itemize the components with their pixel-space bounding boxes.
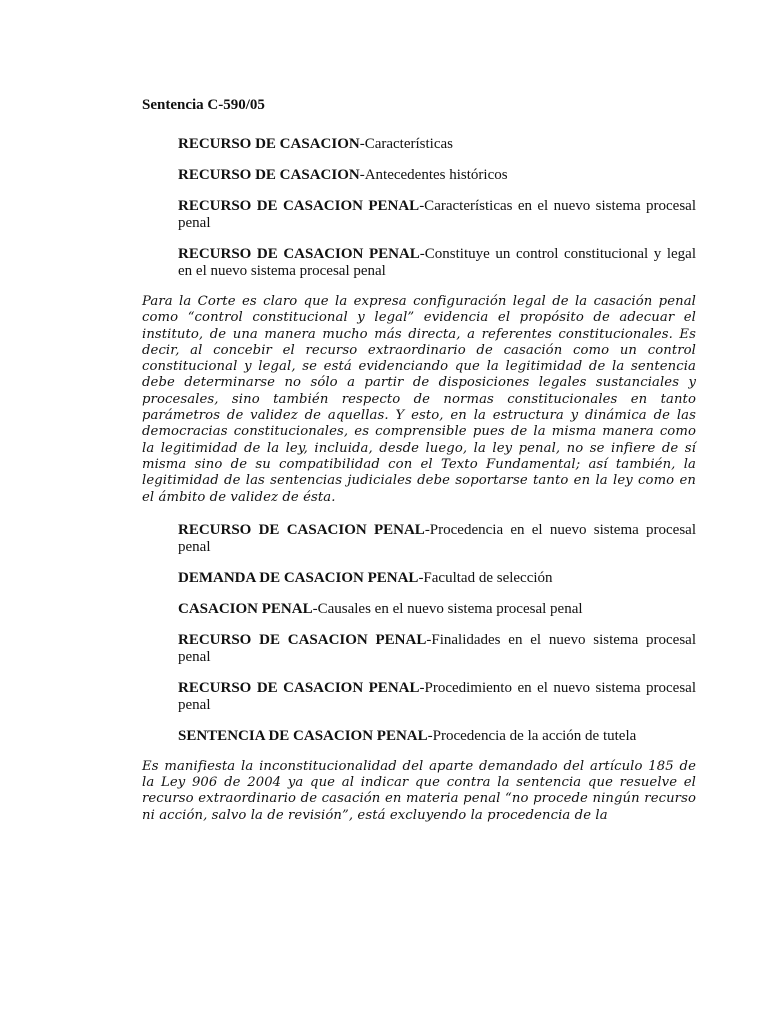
topic-entry <box>178 570 696 587</box>
topic-tail: -Procedencia de la acción de tutela <box>427 727 637 744</box>
topic-head: DEMANDA DE CASACION PENAL <box>178 569 419 586</box>
topic-head: SENTENCIA DE CASACION PENAL <box>178 727 428 744</box>
topic-tail: -Antecedentes históricos <box>359 167 508 183</box>
topic-tail: -Causales en el nuevo sistema procesal penal <box>312 600 583 617</box>
topic-head: RECURSO DE CASACION <box>178 136 360 152</box>
topic-head: RECURSO DE CASACION PENAL <box>178 679 420 696</box>
topic-tail: -Características en el nuevo sistema procesal penal <box>178 198 696 231</box>
topic-entry <box>178 632 696 666</box>
topic-list-top <box>142 136 696 280</box>
topic-tail: -Procedimiento en el nuevo sistema procesal penal <box>178 679 696 713</box>
topic-head: RECURSO DE CASACION <box>178 167 360 183</box>
topic-entry <box>178 136 696 153</box>
topic-entry <box>178 246 696 280</box>
quote-paragraph-1: Para la Corte es claro que la expresa configuración legal de la casación penal como “control constitucional y legal” evidencia el propósito de adecuar el instituto, de una manera mucho más directa, a referentes constitucionales. Es decir, al concebir el recurso extraordinario de casación como un control constitucional y legal, se está evidenciando que la legitimidad de la sentencia debe determinarse no sólo a partir de disposiciones legales sustanciales y procesales, sino también respecto de normas constitucionales en tanto parámetros de validez de aquellas. Y esto, en la estructura y dinámica de las democracias constitucionales, es comprensible pues de la misma manera como la legitimidad de la ley, incluida, desde luego, la ley penal, no se infiere de sí misma sino de su compatibilidad con el Texto Fundamental; así también, la legitimidad de las sentencias judiciales debe soportarse tanto en la ley como en el ámbito de validez de ésta. <box>142 294 696 505</box>
topic-entry <box>178 522 696 556</box>
topic-tail: -Finalidades en el nuevo sistema procesal penal <box>178 631 696 665</box>
topic-list-bottom <box>142 522 696 745</box>
topic-head: RECURSO DE CASACION PENAL <box>178 198 420 214</box>
topic-entry <box>178 680 696 714</box>
topic-entry <box>178 728 696 745</box>
document-title: Sentencia C-590/05 <box>142 97 265 113</box>
topic-head: CASACION PENAL <box>178 600 313 617</box>
topic-entry <box>178 198 696 232</box>
topic-tail: -Características <box>359 136 453 152</box>
topic-tail: -Constituye un control constitucional y legal en el nuevo sistema procesal penal <box>178 246 696 279</box>
topic-entry <box>178 167 696 184</box>
topic-head: RECURSO DE CASACION PENAL <box>178 246 420 262</box>
quote-paragraph-2: Es manifiesta la inconstitucionalidad del aparte demandado del artículo 185 de la Ley 906 de 2004 ya que al indicar que contra la sentencia que resuelve el recurso extraordinario de casación en materia penal “no procede ningún recurso ni acción, salvo la de revisión”, está excluyendo la procedencia de la <box>142 758 696 823</box>
topic-tail: -Facultad de selección <box>418 569 553 586</box>
topic-entry <box>178 601 696 618</box>
topic-head: RECURSO DE CASACION PENAL <box>178 521 425 538</box>
topic-tail: -Procedencia en el nuevo sistema procesal penal <box>178 521 696 555</box>
topic-head: RECURSO DE CASACION PENAL <box>178 631 427 648</box>
